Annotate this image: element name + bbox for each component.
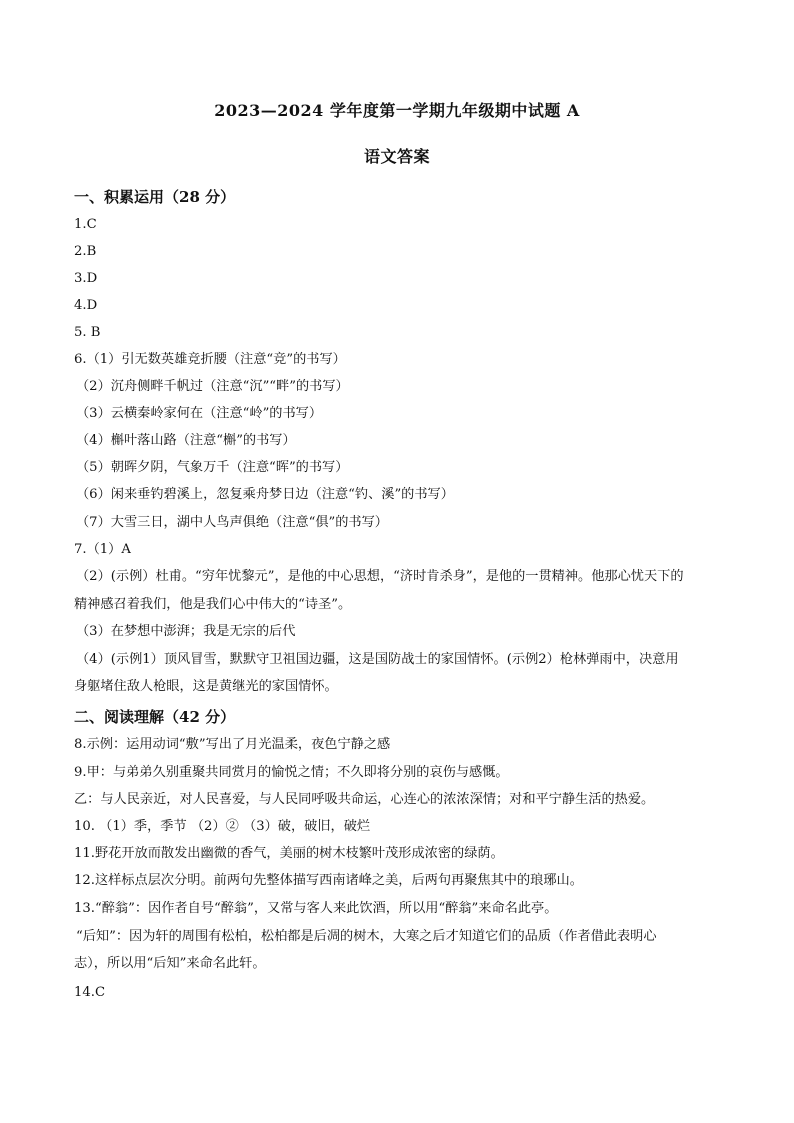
answer-line: （3）在梦想中澎湃；我是无宗的后代: [76, 624, 296, 639]
answer-line: （7）大雪三日，湖中人鸟声俱绝（注意“俱”的书写）: [76, 515, 388, 530]
answer-line: 12.这样标点层次分明。前两句先整体描写西南诸峰之美，后两句再聚焦其中的琅琊山。: [74, 873, 583, 888]
answer-line: 精神感召着我们，他是我们心中伟大的“诗圣”。: [74, 597, 352, 612]
answer-line: “后知”：因为轩的周围有松柏，松柏都是后凋的树木，大寒之后才知道它们的品质（作者借此表明心: [76, 929, 657, 944]
answer-line: （2）沉舟侧畔千帆过（注意“沉”“畔”的书写）: [76, 379, 349, 394]
answer-line: 3.D: [74, 271, 98, 286]
document-subtitle: 语文答案: [363, 147, 430, 166]
answer-line: 9.甲：与弟弟久别重聚共同赏月的愉悦之情；不久即将分别的哀伤与感慨。: [74, 765, 509, 780]
answer-line: 6.（1）引无数英雄竞折腰（注意“竞”的书写）: [74, 352, 346, 367]
answer-line: 13.“醉翁”：因作者自号“醉翁”，又常与客人来此饮酒，所以用“醉翁”来命名此亭。: [74, 901, 558, 916]
document-title: 2023—2024 学年度第一学期九年级期中试题 A: [214, 101, 580, 120]
answer-line: （3）云横秦岭家何在（注意“岭”的书写）: [76, 406, 323, 421]
answer-line: 1.C: [74, 217, 97, 232]
answer-line: 5. B: [74, 325, 101, 340]
answer-line: 2.B: [74, 244, 97, 259]
answer-line: 志），所以用“后知”来命名此轩。: [74, 956, 266, 971]
answer-line: 8.示例：运用动词“敷”写出了月光温柔，夜色宁静之感: [74, 737, 391, 752]
answer-line: 14.C: [74, 985, 106, 1000]
answer-line: （6）闲来垂钓碧溪上，忽复乘舟梦日边（注意“钓、溪”的书写）: [76, 487, 454, 502]
answer-line: 乙：与人民亲近，对人民喜爱，与人民同呼吸共命运，心连心的浓浓深情；对和平宁静生活的热爱。: [74, 792, 655, 807]
answer-line: 4.D: [74, 298, 98, 313]
answer-line: （2）(示例）杜甫。“穷年忧黎元”，是他的中心思想，“济时肯杀身”，是他的一贯精神。他那心忧天下的: [76, 569, 684, 584]
section-heading-2: 二、阅读理解（42 分）: [74, 708, 236, 726]
answer-line: （4）(示例1）顶风冒雪，默默守卫祖国边疆，这是国防战士的家国情怀。(示例2）枪林弹雨中，决意用: [76, 652, 679, 667]
answer-line: 身躯堵住敌人枪眼，这是黄继光的家国情怀。: [74, 679, 338, 694]
answer-line: （4）槲叶落山路（注意“槲”的书写）: [76, 433, 296, 448]
answer-line: （5）朝晖夕阴，气象万千（注意“晖”的书写）: [76, 460, 349, 475]
answer-line: 7.（1）A: [74, 542, 131, 557]
answer-line: 10. （1）季，季节 （2）② （3）破，破旧，破烂: [74, 819, 371, 834]
answer-line: 11.野花开放而散发出幽微的香气，美丽的树木枝繁叶茂形成浓密的绿荫。: [74, 846, 504, 861]
section-heading-1: 一、积累运用（28 分）: [74, 188, 236, 206]
